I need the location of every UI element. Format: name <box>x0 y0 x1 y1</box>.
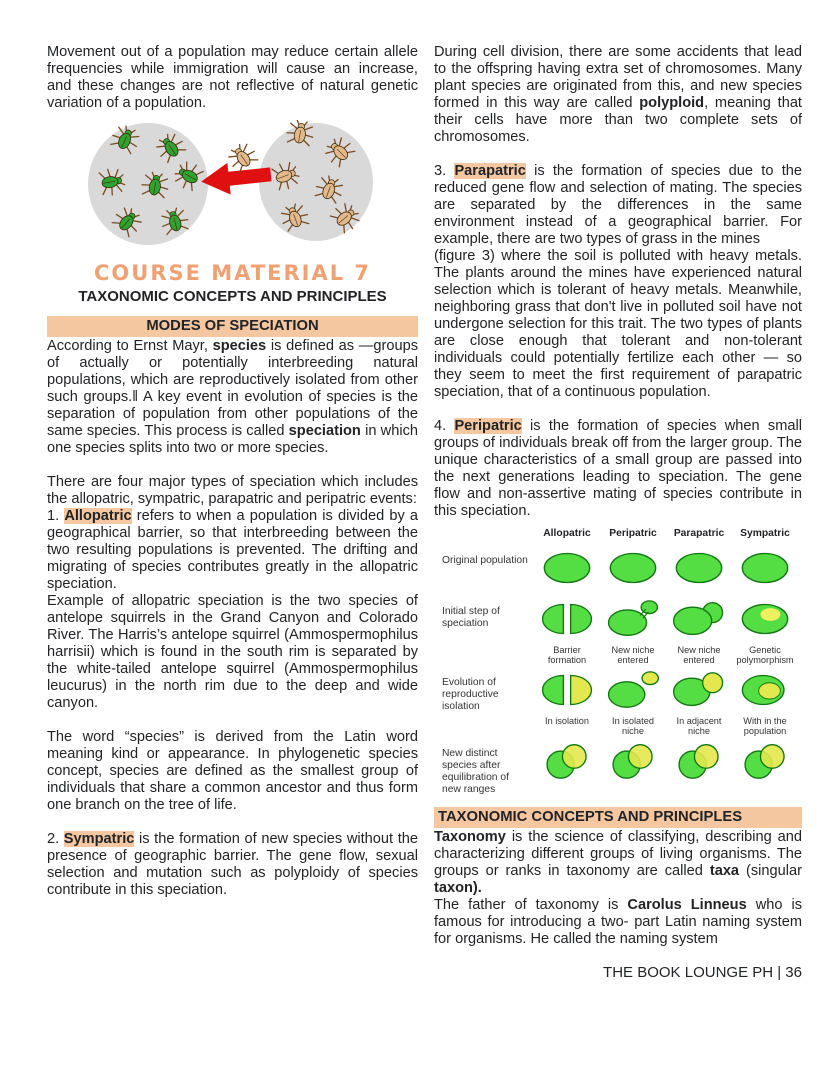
text-segment: Parapatric <box>454 163 526 179</box>
diagram-caption: In isolated niche <box>612 716 654 736</box>
paragraph-four-types <box>47 474 418 508</box>
text-segment: taxa <box>709 863 740 879</box>
paragraph-allopatric-example <box>47 593 418 712</box>
text-segment: taxon). <box>434 880 482 896</box>
diagram-row-label: Evolution of reproductive isolation <box>442 677 499 712</box>
overlap-shape-icon <box>604 740 662 782</box>
text-segment: Peripatric <box>454 418 522 434</box>
text-segment: Movement out of a population may reduce certain allele frequencies while immigration will cause an increase, and these changes are not reflective of natural genetic variation of a population. <box>47 44 418 111</box>
diagram-row-label: Initial step of speciation <box>442 606 500 629</box>
text-segment: is defined as —groups of actually or potentially interbreeding natural populations, which are reproductively isolated from other such groups.‖ A key event in evolution of species is the separation of population from other populations of the same species. This process is called <box>47 338 419 439</box>
paragraph-peripatric <box>434 418 802 520</box>
speciation-shape-spot <box>732 594 798 665</box>
speciation-shape-bud <box>600 594 666 665</box>
text-segment: Example of allopatric speciation is the two species of antelope squirrels in the Grand Canyon and Colorado River. The Harris’s antelope squirrel (Ammospermophilus harrisii) which is found in the south rim is separated by the white-tailed antelope squirrel (Ammospermophilus leucurus) in the north rim due to the deep and wide canyon. <box>47 593 418 711</box>
bump-shape-icon <box>670 598 728 640</box>
speciation-shape-detached <box>600 665 666 736</box>
paragraph-gene-flow <box>47 44 418 112</box>
diagram-column-header: Sympatric <box>740 528 790 539</box>
diagram-caption: New niche entered <box>611 645 655 665</box>
text-segment: During cell division, there are some accidents that lead to the offspring having extra set of chromosomes. Many plant species are originated from this, and new species formed in this way are called <box>434 44 802 111</box>
attached-shape-icon <box>670 669 728 711</box>
migrating-beetle <box>224 140 258 174</box>
text-segment: is the formation of species due to the reduced gene flow and selection of mating. The species are separated by the differences in the same environment instead of a geographical barrier. For example, there are two types of grass in the mines <box>434 163 802 247</box>
text-segment: is the science of classifying, describing and characterizing different groups of living organisms. The groups or ranks in taxonomy are called <box>434 829 802 879</box>
text-segment: refers to when a population is divided by a geographical barrier, so that interbreeding between the two resulting populations is prevented. The drifting and migrating of species contributes greatly in the allopatric speciation. <box>47 508 418 592</box>
oval-shape-icon <box>736 547 794 589</box>
diagram-row-label: New distinct species after equilibration of new ranges <box>442 748 509 795</box>
text-segment: species <box>212 338 267 354</box>
right-population-oval <box>259 123 373 241</box>
text-segment: (singular <box>739 863 802 879</box>
split-yellow-shape-icon <box>538 669 596 711</box>
diagram-column-header: Allopatric <box>543 528 591 539</box>
paragraph-parapatric-figure <box>434 248 802 401</box>
speciation-shape-oval <box>666 543 732 594</box>
text-segment: Taxonomy <box>434 829 506 845</box>
text-segment: The word “species” is derived from the Latin word meaning kind or appearance. In phylogenetic species concept, species are defined as the smallest group of individuals that share a common ancestor and thus form one branch on the tree of life. <box>47 729 418 813</box>
overlap-shape-icon <box>670 740 728 782</box>
oval-shape-icon <box>538 547 596 589</box>
speciation-shape-overlap <box>534 736 600 796</box>
paragraph-allopatric <box>47 508 418 593</box>
text-segment: The father of taxonomy is <box>434 897 628 913</box>
text-segment: who is famous for introducing a two- part Latin naming system for organisms. He called the naming system <box>434 897 802 947</box>
oval-shape-icon <box>604 547 662 589</box>
diagram-caption: In isolation <box>545 716 589 726</box>
spot-shape-icon <box>736 598 794 640</box>
diagram-column-header: Parapatric <box>673 528 725 539</box>
speciation-shape-oval <box>534 543 600 594</box>
text-segment: 4. <box>434 418 455 434</box>
diagram-caption: New niche entered <box>677 645 721 665</box>
speciation-shape-oval <box>732 543 798 594</box>
chapter-title: TAXONOMIC CONCEPTS AND PRINCIPLES <box>78 288 387 305</box>
speciation-shape-overlap <box>666 736 732 796</box>
paragraph-taxonomy <box>434 829 802 897</box>
inner-shape-icon <box>736 669 794 711</box>
diagram-row-label: Original population <box>442 555 528 566</box>
text-segment: speciation <box>288 423 361 439</box>
diagram-caption: In adjacent niche <box>676 716 722 736</box>
text-segment: in which one species splits into two or more species. <box>47 423 418 456</box>
speciation-shape-bump <box>666 594 732 665</box>
text-segment: According to Ernst Mayr, <box>47 338 213 354</box>
bud-shape-icon <box>604 598 662 640</box>
diagram-column-header: Peripatric <box>609 528 657 539</box>
text-segment: 3. <box>434 163 455 179</box>
text-segment: Allopatric <box>64 508 132 524</box>
text-segment: There are four major types of speciation which includes the allopatric, sympatric, parapatric and peripatric events: <box>47 474 418 507</box>
speciation-shape-split-yellow <box>534 665 600 736</box>
text-segment: , meaning that their cells have more than two complete sets of chromosomes. <box>434 95 802 145</box>
diagram-caption: Genetic polymorphism <box>736 645 794 665</box>
diagram-caption: With in the population <box>743 716 787 736</box>
speciation-shape-inner <box>732 665 798 736</box>
right-column <box>434 44 802 981</box>
text-segment: is the formation of new species without the presence of geographic barrier. The gene flow, sexual selection and mutation such as polyploidy of species contribute in this speciation. <box>47 831 418 898</box>
diagram-caption: Barrier formation <box>547 645 587 665</box>
text-segment: Sympatric <box>63 831 135 847</box>
text-segment: Carolus Linneus <box>627 897 747 913</box>
text-segment: polyploid <box>639 95 705 111</box>
paragraph-sympatric <box>47 831 418 899</box>
oval-shape-icon <box>670 547 728 589</box>
paragraph-parapatric <box>434 163 802 248</box>
split-shape-icon <box>538 598 596 640</box>
paragraph-word-species <box>47 729 418 814</box>
paragraph-linneus <box>434 897 802 948</box>
speciation-modes-diagram <box>442 528 802 796</box>
speciation-shape-attached <box>666 665 732 736</box>
speciation-shape-oval <box>600 543 666 594</box>
modes-of-speciation-heading: MODES OF SPECIATION <box>47 316 418 337</box>
speciation-shape-overlap <box>600 736 666 796</box>
beetle-migration-illustration <box>47 120 418 257</box>
paragraph-polyploid <box>434 44 802 146</box>
text-segment: 2. <box>47 831 64 847</box>
speciation-shape-overlap <box>732 736 798 796</box>
text-segment: (figure 3) where the soil is polluted with heavy metals. The plants around the mines have experienced natural selection which is tolerant of heavy metals. Meanwhile, neighboring grass that don't live in polluted soil have not undergone selection for this trait. The two types of plants are close enough that tolerant and non-tolerant individuals could potentially fertilize each other — so they seem to meet the first requirement of parapatric speciation, that of a continuous population. <box>434 248 802 400</box>
course-material-title: COURSE MATERIAL 7 <box>94 261 371 285</box>
speciation-shape-split <box>534 594 600 665</box>
text-segment: is the formation of species when small groups of individuals break off from the larger group. The unique characteristics of a small group are passed into the next generations leading to speciation. The gene flow and non-assertive mating of species contribute in this speciation. <box>434 418 802 519</box>
paragraph-species-definition <box>47 338 418 457</box>
text-segment: 1. <box>47 508 65 524</box>
left-column <box>47 44 418 899</box>
beetle-migration-svg <box>63 120 403 252</box>
overlap-shape-icon <box>736 740 794 782</box>
detached-shape-icon <box>604 669 662 711</box>
taxonomic-concepts-heading: TAXONOMIC CONCEPTS AND PRINCIPLES <box>434 807 802 828</box>
page-footer: THE BOOK LOUNGE PH | 36 <box>603 964 802 981</box>
overlap-shape-icon <box>538 740 596 782</box>
